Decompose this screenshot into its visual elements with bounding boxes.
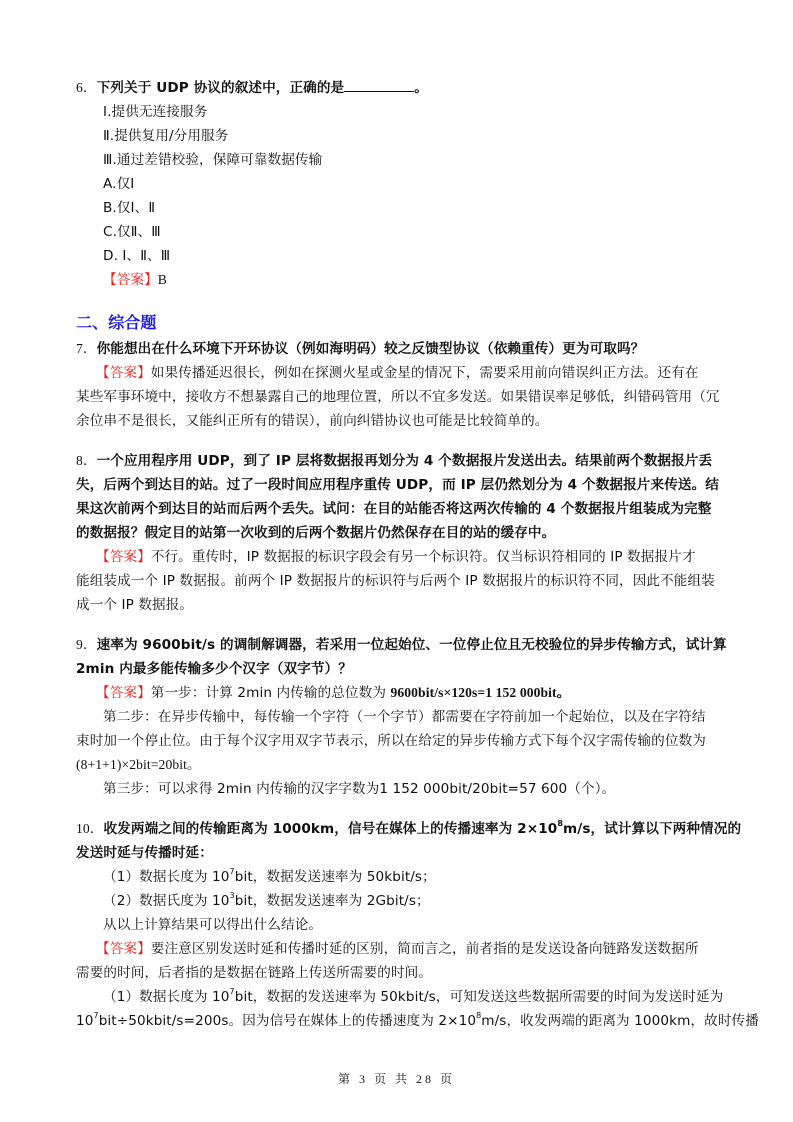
q9-stem-text: 速率为 9600bit/s 的调制解调器，若采用一位起始位、一位停止位且无校验位的异步传输方式，试计算: [96, 637, 727, 653]
q9-step2-line-3: (8+1+1)×2bit=20bit。: [76, 757, 201, 772]
q9-step-3: 第三步：可以求得 2min 内传输的汉字字数为1 152 000bit/20bit=57 600（个）。: [103, 781, 616, 797]
q8-answer-line-1: [96, 545, 696, 569]
case-text: （2）数据氏度为 10: [103, 893, 230, 909]
q8-answer-line-2: 能组装成一个 IP 数据报。前两个 IP 数据报片的标识符与后两个 IP 数据报片的标识符不同，因此不能组装: [76, 573, 715, 589]
detail-text: bit÷50kbit/s=200s。因为信号在媒体上的传播速度为 2×10: [98, 1013, 477, 1029]
q10-detail-line-2: [76, 1009, 759, 1033]
case-text: bit，数据发送速率为 50kbit/s；: [234, 869, 436, 885]
q6-option-a: A.仅Ⅰ: [103, 176, 135, 192]
q8-answer-line-3: 成一个 IP 数据报。: [76, 597, 194, 613]
q6-stem-end: 。: [414, 80, 428, 96]
exponent: 8: [476, 1011, 482, 1020]
page-footer: 第 3 页 共 28 页: [337, 1072, 455, 1086]
q10-conclusion: 从以上计算结果可以得出什么结论。: [103, 917, 323, 933]
q6-answer-blank: [344, 77, 414, 92]
exponent: 7: [93, 1011, 99, 1020]
q7-answer-line-1: [96, 361, 699, 385]
detail-text: （1）数据长度为 10: [103, 989, 230, 1005]
q9-step1-calc: 9600bit/s×120s=1 152 000bit。: [390, 685, 571, 700]
q7-number: 7．: [76, 341, 97, 356]
detail-text: bit，数据的发送速率为 50kbit/s，可知发送这些数据所需要的时间为发送时延为: [234, 989, 724, 1005]
q6-stem-text: 下列关于 UDP 协议的叙述中，正确的是: [96, 80, 345, 96]
q9-step2-line-2: 束时加一个停止位。由于每个汉字用双字节表示，所以在给定的异步传输方式下每个汉字需传输的位数为: [76, 733, 706, 749]
q9-number: 9．: [76, 637, 97, 652]
exponent: 8: [557, 819, 563, 828]
q7-stem: [76, 337, 644, 361]
detail-text: m/s，收发两端的距离为 1000km，故时传播: [481, 1013, 759, 1029]
q8-answer-text: 不行。重传时，IP 数据报的标识字段会有另一个标识符。仅当标识符相同的 IP 数据报片才: [150, 549, 696, 565]
case-text: （1）数据长度为 10: [103, 869, 230, 885]
q8-stem-line-3: 果这次前两个到达目的站而后两个丢失。试问：在目的站能否将这两次传输的 4 个数据报片组装成为完整: [76, 501, 712, 517]
detail-text: 10: [76, 1013, 94, 1029]
q9-answer-step-1: [96, 681, 570, 705]
q10-stem-line-1: [76, 817, 741, 841]
q10-stem-text-a: 收发两端之间的传输距离为 1000km，信号在媒体上的传播速率为 2×10: [103, 821, 558, 837]
answer-tag: 【答案】: [96, 685, 151, 701]
section-heading: 二、综合题: [76, 313, 157, 332]
q6-statement-2: Ⅱ.提供复用/分用服务: [103, 128, 229, 144]
answer-tag: 【答案】: [96, 941, 151, 957]
q10-detail-line-1: [103, 985, 723, 1009]
q10-stem-text-b: m/s，试计算以下两种情况的: [562, 821, 742, 837]
q6-answer: [103, 268, 167, 292]
q8-number: 8．: [76, 453, 97, 468]
exponent: 7: [229, 867, 235, 876]
q9-step2-line-1: 第二步：在异步传输中，每传输一个字符（一个字节）都需要在字符前加一个起始位，以及在字符结: [103, 709, 706, 725]
exponent: 7: [229, 987, 235, 996]
q10-stem-line-2: 发送时延与传播时延：: [76, 845, 213, 861]
q10-case-2: [103, 889, 430, 913]
q9-stem-line-1: [76, 633, 727, 657]
answer-tag: 【答案】: [103, 272, 158, 288]
answer-tag: 【答案】: [96, 549, 151, 565]
q6-option-d: D. Ⅰ、Ⅱ、Ⅲ: [103, 248, 171, 264]
q10-answer-line-2: 需要的时间，后者指的是数据在链路上传送所需要的时间。: [76, 965, 433, 981]
q7-answer-line-2: 某些军事环境中，接收方不想暴露自己的地理位置，所以不宜多发送。如果错误率足够低，纠错码管用（冗: [76, 389, 720, 405]
q6-answer-value: B: [157, 272, 167, 287]
q7-stem-text: 你能想出在什么环境下开环协议（例如海明码）较之反馈型协议（依赖重传）更为可取吗？: [96, 341, 645, 357]
answer-tag: 【答案】: [96, 365, 151, 381]
q6-stem: [76, 76, 428, 100]
q10-answer-line-1: [96, 937, 699, 961]
q8-stem-line-1: [76, 449, 712, 473]
q7-answer-text: 如果传播延迟很长，例如在探测火星或金星的情况下，需要采用前向错误纠正方法。还有在: [150, 365, 699, 381]
q9-stem-line-2: 2min 内最多能传输多少个汉字（双字节）？: [76, 661, 352, 677]
q6-statement-1: Ⅰ.提供无连接服务: [103, 104, 208, 120]
q6-statement-3: Ⅲ.通过差错校验，保障可靠数据传输: [103, 152, 323, 168]
q6-option-b: B.仅Ⅰ、Ⅱ: [103, 200, 156, 216]
q10-number: 10．: [76, 821, 104, 836]
q6-option-c: C.仅Ⅱ、Ⅲ: [103, 224, 161, 240]
q7-answer-line-3: 余位串不是很长，又能纠正所有的错误），前向纠错协议也可能是比较简单的。: [76, 413, 549, 429]
q8-stem-line-4: 的数据报？假定目的站第一次收到的后两个数据片仍然保存在目的站的缓存中。: [76, 525, 556, 541]
q8-stem-line-2: 失，后两个到达目的站。过了一段时间应用程序重传 UDP，而 IP 层仍然划分为 4 个数据报片来传送。结: [76, 477, 719, 493]
case-text: bit，数据发送速率为 2Gbit/s；: [234, 893, 430, 909]
q9-step1-text: 第一步：计算 2min 内传输的总位数为: [150, 685, 391, 701]
q10-answer-text: 要注意区别发送时延和传播时延的区别，简而言之，前者指的是发送设备向链路发送数据所: [150, 941, 699, 957]
exponent: 3: [229, 891, 235, 900]
q10-case-1: [103, 865, 436, 889]
q6-number: 6．: [76, 80, 97, 95]
q8-stem-text: 一个应用程序用 UDP，到了 IP 层将数据报再划分为 4 个数据报片发送出去。结果前两个数据报片丢: [96, 453, 713, 469]
